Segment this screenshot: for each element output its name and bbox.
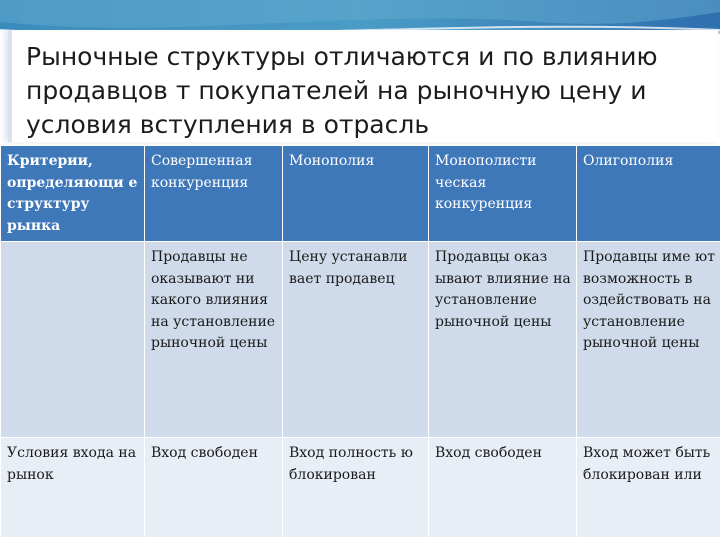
market-structures-table (0, 145, 720, 538)
table-row (1, 438, 720, 538)
slide-title: Рыночные структуры отличаются и по влиянию продавцов т покупателей на рыночную цену и условия вступления в отрасль (26, 42, 658, 139)
table-cell: Вход может быть блокирован или (577, 438, 720, 538)
header-cell-monopoly: Монополия (283, 146, 429, 242)
table-cell: Вход полность ю блокирован (283, 438, 429, 538)
table-cell: Продавцы име ют возможность в оздействовать на установление рыночной цены (577, 242, 720, 438)
header-cell-perfect-competition: Совершенная конкуренция (145, 146, 283, 242)
table-cell: Цену устанавли вает продавец (283, 242, 429, 438)
row-label: Условия входа на рынок (1, 438, 145, 538)
table-cell: Продавцы не оказывают ни какого влияния на установление рыночной цены (145, 242, 283, 438)
header-cell-criteria: Критерии, определяющи е структуру рынка (1, 146, 145, 242)
table-cell: Вход свободен (145, 438, 283, 538)
table-cell: Вход свободен (429, 438, 577, 538)
table-header-row (1, 146, 720, 242)
header-cell-monopolistic-competition: Монополисти ческая конкуренция (429, 146, 577, 242)
header-cell-oligopoly: Олигополия (577, 146, 720, 242)
table-cell: Продавцы оказ ывают влияние на установление рыночной цены (429, 242, 577, 438)
row-label (1, 242, 145, 438)
table-row (1, 242, 720, 438)
